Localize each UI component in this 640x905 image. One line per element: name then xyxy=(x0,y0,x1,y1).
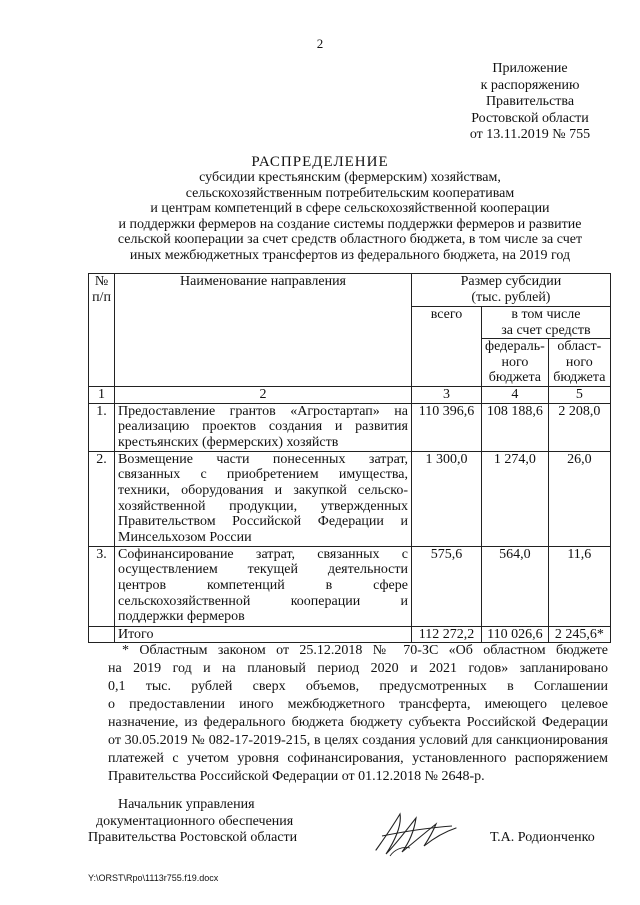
total-label: Итого xyxy=(115,626,412,643)
footnote-line: от 30.05.2019 № 082-17-2019-215, в целях создания условий для санкционирования xyxy=(108,733,608,748)
footnote-line: платежей с учетом уровня софинансирования, установленного распоряжением xyxy=(108,751,608,766)
row-name-line: реализацию проектов создания и развития xyxy=(118,419,408,435)
column-number: 5 xyxy=(548,387,610,404)
header-regional xyxy=(548,339,610,387)
row-name xyxy=(115,546,412,626)
total-federal: 110 026,6 xyxy=(482,626,549,643)
row-name-line: хозяйственной продукции, утвержденных xyxy=(118,498,408,514)
row-total: 1 300,0 xyxy=(412,451,482,546)
subsidy-table xyxy=(88,273,611,643)
header-regional-line: бюджета xyxy=(553,370,606,386)
row-name-line: Минсельхозом России xyxy=(118,529,252,545)
subtitle-line: сельскохозяйственным потребительским кооперативам xyxy=(185,185,515,201)
row-number: 3. xyxy=(89,546,115,626)
header-total: всего xyxy=(412,307,482,387)
handwritten-signature xyxy=(372,806,462,862)
row-federal: 108 188,6 xyxy=(482,403,549,451)
header-including-line: за счет средств xyxy=(501,322,591,338)
signer-title-line: документационного обеспечения xyxy=(96,813,294,829)
page-number: 2 xyxy=(316,36,324,51)
row-total: 575,6 xyxy=(412,546,482,626)
column-number: 2 xyxy=(115,387,412,404)
header-federal-line: бюджета xyxy=(488,370,541,386)
header-federal-line: федераль- xyxy=(485,339,545,355)
document-subtitle xyxy=(60,170,640,264)
row-number: 2. xyxy=(89,451,115,546)
column-number: 3 xyxy=(412,387,482,404)
signer-title-line: Начальник управления xyxy=(118,797,255,812)
row-name xyxy=(115,451,412,546)
document-title: РАСПРЕДЕЛЕНИЕ xyxy=(251,154,389,170)
signer-name: Т.А. Родионченко xyxy=(490,830,595,845)
header-number-line: п/п xyxy=(92,289,111,305)
header-regional-line: област- xyxy=(557,339,602,355)
header-federal-line: ного xyxy=(501,354,529,370)
footnote-line: Правительства Российской Федерации от 01.12.2018 № 2648-р. xyxy=(108,769,485,784)
footnote-line: на 2019 год и на плановый период 2020 и 2021 годов» запланировано xyxy=(108,661,608,676)
header-federal xyxy=(482,339,549,387)
row-name-line: крестьянских (фермерских) хозяйств xyxy=(118,434,339,450)
header-number-line: № xyxy=(94,274,109,289)
column-number: 4 xyxy=(482,387,549,404)
row-name-line: техники, оборудования и закупкой сельско- xyxy=(118,482,408,498)
header-including xyxy=(482,307,611,339)
appendix-line: Правительства xyxy=(485,94,575,109)
row-federal: 1 274,0 xyxy=(482,451,549,546)
appendix-heading xyxy=(430,61,630,144)
row-regional: 26,0 xyxy=(548,451,610,546)
appendix-line: Ростовской области xyxy=(471,110,589,126)
total-row-empty xyxy=(89,626,115,643)
row-name-line: Правительством Российской Федерации и xyxy=(118,514,408,530)
header-size-line: Размер субсидии xyxy=(460,274,562,289)
appendix-line: к распоряжению xyxy=(480,77,580,93)
total-regional: 2 245,6* xyxy=(548,626,610,643)
subtitle-line: субсидии крестьянским (фермерским) хозяйствам, xyxy=(199,170,501,185)
table-row xyxy=(89,403,611,451)
footnote xyxy=(108,642,608,786)
table-row xyxy=(89,546,611,626)
signer-title xyxy=(88,797,297,847)
header-regional-line: ного xyxy=(565,354,593,370)
row-name-line: сельскохозяйственной кооперации и xyxy=(118,593,408,609)
appendix-line: Приложение xyxy=(492,61,568,76)
row-name-line: Предоставление грантов «Агростартап» на xyxy=(118,403,408,419)
file-path: Y:\ORST\Rpo\1113r755.f19.docx xyxy=(88,873,219,883)
row-name-line: осуществлением текущей деятельности xyxy=(118,562,408,578)
header-subsidy-size xyxy=(412,274,611,307)
row-name-line: центров компетенций в сфере xyxy=(118,577,408,593)
signer-title-line: Правительства Ростовской области xyxy=(88,830,298,845)
total-row xyxy=(89,626,611,643)
row-federal: 564,0 xyxy=(482,546,549,626)
footnote-line: о предоставлении иного межбюджетного трансферта, имеющего целевое xyxy=(108,697,608,712)
subtitle-line: и поддержки фермеров на создание системы поддержки фермеров и развитие xyxy=(118,216,582,232)
header-name: Наименование направления xyxy=(115,274,412,387)
row-name-line: Софинансирование затрат, связанных с xyxy=(118,546,408,562)
row-name-line: Возмещение части понесенных затрат, xyxy=(118,451,408,467)
row-number: 1. xyxy=(89,403,115,451)
header-number xyxy=(89,274,115,387)
subtitle-line: сельской кооперации за счет средств областного бюджета, в том числе за счет xyxy=(117,232,583,248)
total-sum: 112 272,2 xyxy=(412,626,482,643)
row-regional: 2 208,0 xyxy=(548,403,610,451)
row-name xyxy=(115,403,412,451)
footnote-line: * Областным законом от 25.12.2018 № 70-ЗС «Об областном бюджете xyxy=(122,643,608,658)
row-regional: 11,6 xyxy=(548,546,610,626)
header-size-line: (тыс. рублей) xyxy=(471,289,551,305)
footnote-line: 0,1 тыс. рублей сверх объемов, предусмотренных в Соглашении xyxy=(108,679,608,694)
subtitle-line: иных межбюджетных трансфертов из федерального бюджета, на 2019 год xyxy=(129,247,571,263)
footnote-line: назначение, из федерального бюджета бюджету субъекта Российской Федерации xyxy=(108,715,608,730)
table-row xyxy=(89,451,611,546)
row-name-line: связанных с приобретением имущества, xyxy=(118,467,408,483)
subtitle-line: и центрам компетенций в сфере сельскохозяйственной кооперации xyxy=(150,201,550,217)
row-name-line: поддержки фермеров xyxy=(118,609,245,625)
header-including-line: в том числе xyxy=(511,307,581,322)
appendix-line: от 13.11.2019 № 755 xyxy=(469,127,591,142)
column-number: 1 xyxy=(89,387,115,404)
row-total: 110 396,6 xyxy=(412,403,482,451)
column-number-row xyxy=(89,387,611,404)
